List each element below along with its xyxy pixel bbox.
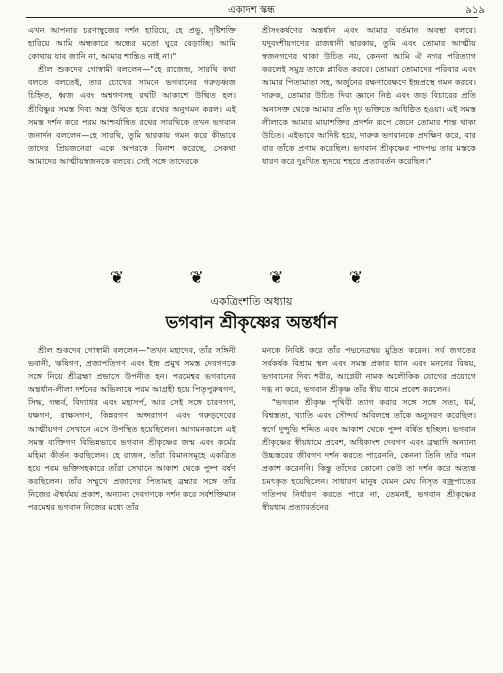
header-rule (26, 17, 478, 18)
chapter-title: ভগবান শ্রীকৃষ্ণের অন্তর্ধান (165, 313, 338, 333)
paragraph: শ্রীসংকর্ষণের অন্তর্ধান এবং আমার বর্তমান অবস্থা বলবে। যদুবংশীয়গণের রাজধানী দ্বারকায়, তুমি এবং তোমার আত্মীয় স্বজনগণের থাকা উচিত নয়, কেননা আমি ঐ নগর পরিত্যাগ করলেই সমুদ্র তাকে প্লাবিত করবে। তোমরা তোমাদের পরিবার এবং আমার পিতামাতা সহ, অর্জুনের রক্ষণাবেক্ষণে ইন্দ্রপ্রস্থে গমন করবে। দারুক, তোমার উচিত দিব্য জ্ঞানে নিষ্ঠ এবং জড় বিচারের প্রতি অনাসক্ত থেকে আমার প্রতি দৃঢ় ভক্তিতে অধিষ্ঠিত হওয়া। এই সমস্ত লীলাকে আমার মায়াশক্তির প্রদর্শন রূপে জেনে তোমার শান্ত থাকা উচিত। এইভাবে আদিষ্ট হয়ে, দারুক ভগবানকে প্রদক্ষিণ করে, বার বার তাঁকে প্রণাম করেছিল। ভগবান শ্রীকৃষ্ণের পাদপদ্ম তার মস্তকে ধারণ করে দুঃখিত হৃদয়ে শহরে প্রত্যাবর্তন করেছিল।" (262, 25, 476, 166)
bottom-right-column (262, 344, 476, 514)
paragraph: মনকে নিবিষ্ট করে তাঁর পদ্মনেত্রদ্বয় মুদ্রিত করেন। সর্ব জগতের সর্বকর্ষক বিশ্রাম স্থল এবং সমস্ত প্রকার ধ্যান এবং মননের বিষয়, ভগবানের দিব্য শরীর, আগ্নেয়ী নামক অলৌকিক যোগের প্রয়োগে দগ্ধ না করে, ভগবান শ্রীকৃষ্ণ তাঁর স্বীয় ধামে প্রবেশ করলেন। (262, 345, 476, 395)
paragraph: এখন আপনার চরণাম্বুজের দর্শন হারিয়ে, হে প্রভু, দৃষ্টিশক্তি হারিয়ে আমি অন্ধকারে অন্ধের মতো ঘুরে বেড়াচ্ছি। আমি কোথায় যাব জানি না, আমার শান্তিও নাই না।" (28, 25, 236, 62)
section-ornament: ❦ ❦ ❦ ❦ (109, 268, 394, 288)
paragraph: শ্রীল শুকদেব গোস্বামী বললেন—"তখন মহাদেব, তাঁর সঙ্গিনী ভবানী, ঋষিগণ, প্রজাপতিগণ এবং ইন্দ্র প্রমুখ সমস্ত দেবগণকে সঙ্গে নিয়ে শ্রীব্রহ্মা প্রভাসে উপনীত হন। পরমেশ্বর ভগবানের অন্তর্ধান-লীলা দর্শনের অভিলাষে পরম আগ্রহী হয়ে পিতৃপুরুষগণ, সিদ্ধ, গন্ধর্ব, বিদ্যাধর এবং মহাসর্প, আর সেই সঙ্গে চারণগণ, যক্ষগণ, রাক্ষসগণ, কিন্নরগণ অপ্সরাগণ এবং গরুড়দেবের আত্মীয়গণ সেখানে এসে উপস্থিত হয়েছিলেন। আগমনকালে এই সমস্ত ব্যক্তিগণ বিভিন্নভাবে ভগবান শ্রীকৃষ্ণের জন্ম এবং কর্মের মহিমা কীর্তন করছিলেন। হে রাজন, তাঁরা বিমানসমূহে একত্রিত হয়ে পরম ভক্তিসহকারে তাঁরা সেখানে আকাশ থেকে পুষ্প বর্ষণ করছিলেন। তাঁর সম্মুখে প্রজাদের পিতামহ ব্রহ্মার সঙ্গে তাঁর নিজের ঐশ্বর্যময় প্রকাশ, অন্যান্য দেবগণকে দর্শন করে সর্বশক্তিমান পরমেশ্বর ভগবান নিজের মধ্যে তাঁর (28, 345, 236, 513)
paragraph: শ্রীল শুকদেব গোস্বামী বললেন—"হে রাজেন্দ্র, সারথি কথা বলতে বলতেই, তার চোখের সামনে ভগবানের গরুড়ধ্বজ চিহ্নিত, ধ্বজ এবং অশ্বগণসহ রথটি আকাশে উত্থিত হল। শ্রীবিষ্ণুর সমস্ত দিব্য অস্ত্র উত্থিত হয়ে রথের অনুগমন করল। এই সমস্ত দর্শন করে পরম আশ্চর্যান্বিত রথের সারথিকে তখন ভগবান জনার্দন বললেন—হে সারথি, তুমি দ্বারকায় গমন করে কীভাবে তাদের প্রিয়জনেরা একে অপরকে বিনাশ করেছে, সেকথা আমাদের আত্মীয়স্বজনকে বলবে। সেই সঙ্গে তাদেরকে (28, 64, 236, 166)
top-left-column (28, 24, 236, 168)
chapter-label: একত্রিংশতি অধ্যায় (210, 295, 293, 308)
page-number: ৯১৯ (465, 5, 485, 16)
top-right-column (262, 24, 476, 168)
running-header-title: একাদশ স্কন্ধ (228, 5, 275, 16)
paragraph: "ভগবান শ্রীকৃষ্ণ পৃথিবী ত্যাগ করার সঙ্গে সঙ্গে সত্য, ধর্ম, বিশ্বস্ততা, খ্যাতি এবং সৌন্দর্য অবিলম্বে তাঁকে অনুসরণ করেছিল। স্বর্গে দুন্দুভি শব্দিত এবং আকাশ থেকে পুষ্প বর্ষিত হচ্ছিল। ভগবান শ্রীকৃষ্ণের স্বীয়ধামে প্রবেশ, অধিকাংশ দেবগণ এবং ব্রহ্মাদি অন্যান্য উচ্চস্তরের জীবগণ দর্শন করতে পারেননি, কেননা তিনি তাঁর গমন প্রকাশ করেননি। কিন্তু তাঁদের কোনো কেউ তা দর্শন করে অত্যন্ত চমৎকৃত হয়েছিলেন। সাধারণ মানুষ যেমন মেঘ নিসৃত বজ্রপাতের গতিপথ নির্ধারণ করতে পারে না, তেমনই, ভগবান শ্রীকৃষ্ণের স্বীয়ধাম প্রত্যাবর্তনের (262, 397, 476, 513)
bottom-left-column (28, 344, 236, 514)
